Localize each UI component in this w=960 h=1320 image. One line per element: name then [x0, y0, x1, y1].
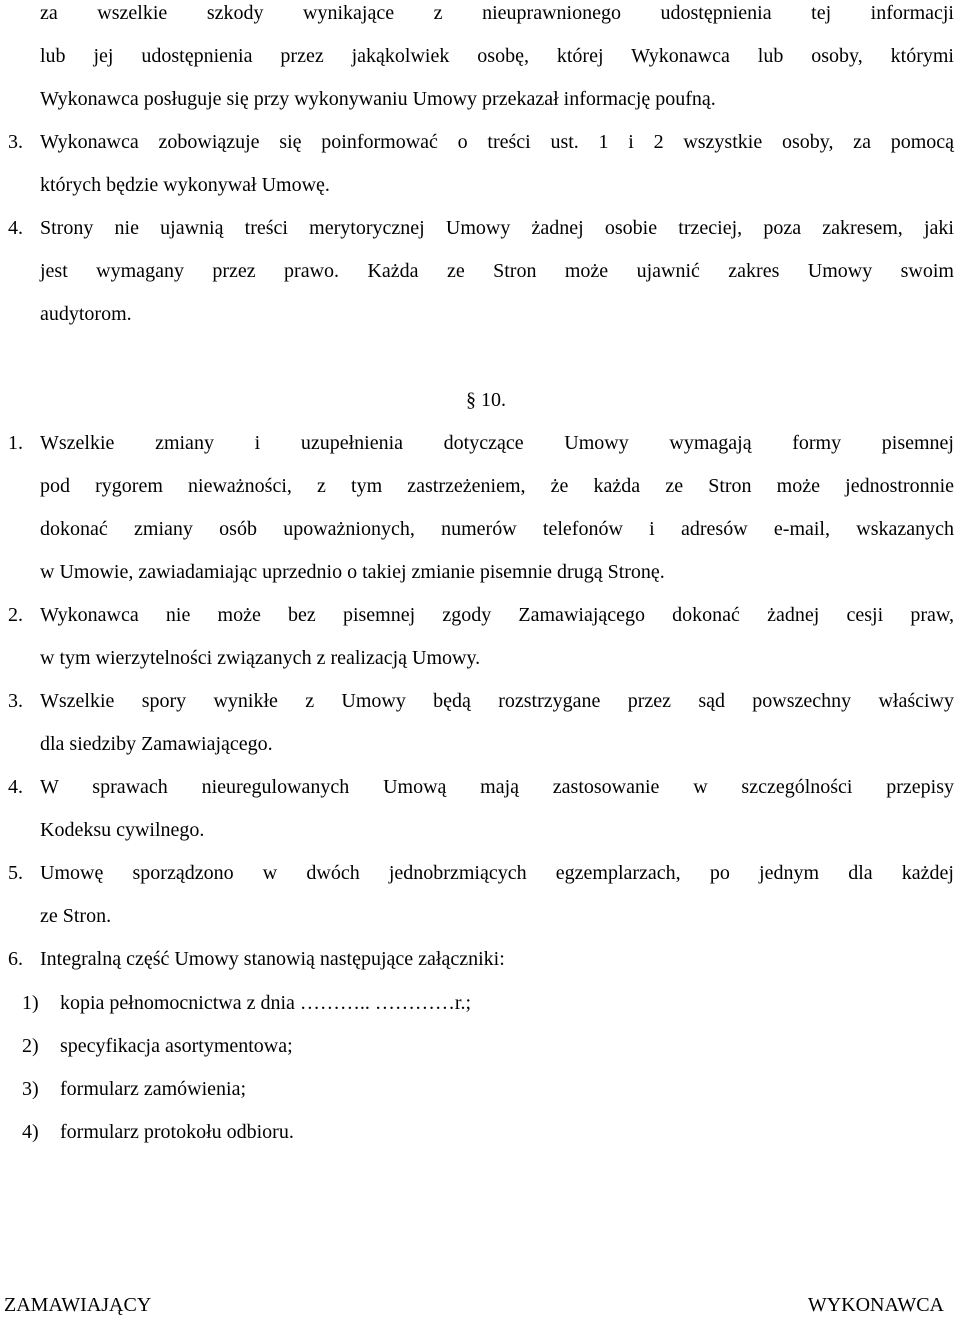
item-number: 2. [8, 604, 23, 626]
item-line: audytorom. [40, 303, 132, 325]
item-line: Umowę sporządzono w dwóch jednobrzmiących egzemplarzach, po jednym dla każdej [40, 862, 954, 884]
attachment-item: kopia pełnomocnictwa z dnia ……….. …………r.; [60, 992, 472, 1014]
item-line: Wszelkie spory wynikłe z Umowy będą rozstrzygane przez sąd powszechny właściwy [40, 690, 954, 712]
signature-right: WYKONAWCA [807, 1294, 944, 1316]
item-line: w tym wierzytelności związanych z realizacją Umowy. [40, 647, 481, 669]
item-line: dla siedziby Zamawiającego. [40, 733, 273, 755]
item-line: Kodeksu cywilnego. [40, 819, 205, 841]
attachment-number: 1) [22, 992, 39, 1014]
attachment-item: specyfikacja asortymentowa; [60, 1035, 293, 1057]
item-number: 1. [8, 432, 23, 454]
item-number: 4. [8, 776, 23, 798]
attachment-number: 4) [22, 1121, 39, 1143]
item-number: 3. [8, 690, 23, 712]
attachment-item: formularz zamówienia; [60, 1078, 247, 1100]
item-line: w Umowie, zawiadamiając uprzednio o takiej zmianie pisemnie drugą Stronę. [40, 561, 665, 583]
attachment-item: formularz protokołu odbioru. [60, 1121, 294, 1143]
signature-left: ZAMAWIAJĄCY [4, 1294, 152, 1316]
item-number: 6. [8, 948, 23, 970]
item-line: Strony nie ujawnią treści merytorycznej Umowy żadnej osobie trzeciej, poza zakresem, jaki [40, 217, 954, 239]
attachment-number: 2) [22, 1035, 39, 1057]
item-number: 3. [8, 131, 23, 153]
item-line: Wszelkie zmiany i uzupełnienia dotyczące Umowy wymagają formy pisemnej [40, 432, 954, 454]
intro-line: za wszelkie szkody wynikające z nieuprawnionego udostępnienia tej informacji [40, 2, 954, 24]
item-line: Wykonawca zobowiązuje się poinformować o treści ust. 1 i 2 wszystkie osoby, za pomocą [40, 131, 954, 153]
attachment-number: 3) [22, 1078, 39, 1100]
section-heading: § 10. [466, 389, 506, 411]
item-line: których będzie wykonywał Umowę. [40, 174, 330, 196]
item-line: Integralną część Umowy stanowią następujące załączniki: [40, 948, 505, 970]
item-number: 4. [8, 217, 23, 239]
item-number: 5. [8, 862, 23, 884]
item-line: W sprawach nieuregulowanych Umową mają zastosowanie w szczególności przepisy [40, 776, 954, 798]
intro-line: lub jej udostępnienia przez jakąkolwiek osobę, której Wykonawca lub osoby, którymi [40, 45, 954, 67]
item-line: pod rygorem nieważności, z tym zastrzeżeniem, że każda ze Stron może jednostronnie [40, 475, 954, 497]
item-line: ze Stron. [40, 905, 112, 927]
item-line: jest wymagany przez prawo. Każda ze Stron może ujawnić zakres Umowy swoim [40, 260, 954, 282]
item-line: dokonać zmiany osób upoważnionych, numerów telefonów i adresów e-mail, wskazanych [40, 518, 954, 540]
intro-line: Wykonawca posługuje się przy wykonywaniu Umowy przekazał informację poufną. [40, 88, 716, 110]
item-line: Wykonawca nie może bez pisemnej zgody Zamawiającego dokonać żadnej cesji praw, [40, 604, 954, 626]
